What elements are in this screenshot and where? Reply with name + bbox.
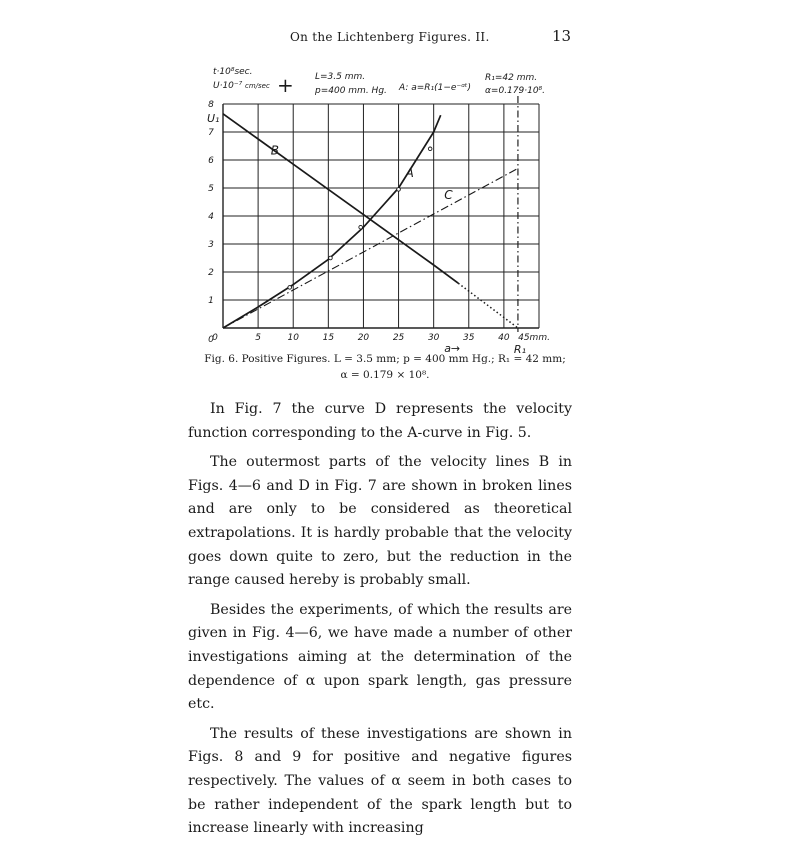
x-tick-label-35: 35 bbox=[463, 333, 475, 343]
label-t-scale: t·10⁸sec. bbox=[213, 67, 253, 77]
curve-label-A: A bbox=[405, 165, 414, 180]
series-A-point-4 bbox=[428, 147, 432, 151]
x-tick-label-5: 5 bbox=[255, 333, 261, 343]
label-alpha: α=0.179·10⁸. bbox=[485, 86, 546, 96]
running-head: On the Lichtenberg Figures. II. bbox=[290, 30, 490, 44]
body-text bbox=[188, 398, 572, 847]
page-number: 13 bbox=[552, 27, 572, 45]
y-tick-label-6: 6 bbox=[208, 156, 214, 166]
paragraph-1: In Fig. 7 the curve D represents the velocity function corresponding to the A-curve in Fig. 5. bbox=[188, 401, 572, 441]
curve-label-B: B bbox=[270, 143, 279, 158]
y-tick-label-2: 2 bbox=[208, 268, 214, 278]
y-tick-label-8: 8 bbox=[208, 100, 214, 110]
y-tick-label-4: 4 bbox=[208, 212, 214, 222]
paragraph-3: Besides the experiments, of which the results are given in Fig. 4—6, we have made a number of other investigations aiming at the determination of the dependence of α upon spark length, gas pressure etc. bbox=[188, 601, 572, 713]
label-p: p=400 mm. Hg. bbox=[315, 86, 387, 96]
series-A-point-3 bbox=[397, 188, 401, 192]
x-tick-label-40: 40 bbox=[498, 333, 510, 343]
figure-6 bbox=[195, 60, 575, 370]
y-tick-label-0: 0 bbox=[208, 335, 214, 345]
r1-label: R₁ bbox=[513, 343, 526, 356]
figure-caption bbox=[200, 351, 570, 383]
series-A-point-0 bbox=[288, 286, 292, 290]
plus-marker: + bbox=[277, 73, 294, 97]
x-axis-unit: 45mm. bbox=[518, 333, 550, 343]
y-tick-label-3: 3 bbox=[208, 240, 214, 250]
y-tick-label-1: 1 bbox=[208, 296, 214, 306]
x-tick-label-10: 10 bbox=[287, 333, 299, 343]
series-A-point-1 bbox=[329, 256, 333, 260]
series-A-point-2 bbox=[359, 225, 363, 229]
label-u-scale-unit: cm/sec bbox=[245, 82, 270, 90]
label-formula: A: a=R₁(1−e⁻ᵅᵗ) bbox=[399, 83, 472, 93]
x-tick-label-20: 20 bbox=[357, 333, 370, 343]
series-A-line-0 bbox=[223, 115, 441, 328]
y-axis-symbol: U₁ bbox=[207, 112, 220, 126]
curve-label-C: C bbox=[444, 188, 453, 203]
x-tick-label-0: 0 bbox=[212, 333, 218, 343]
series-C-line-3 bbox=[223, 165, 518, 328]
x-tick-label-25: 25 bbox=[392, 333, 405, 343]
series-B-line-2 bbox=[458, 283, 518, 328]
y-tick-label-7: 7 bbox=[208, 128, 214, 138]
label-R1: R₁=42 mm. bbox=[485, 73, 538, 83]
caption-line-1: Fig. 6. Positive Figures. L = 3.5 mm; p = 400 mm Hg.; R₁ = 42 mm; bbox=[204, 353, 566, 365]
paragraph-2: The outermost parts of the velocity lines B in Figs. 4—6 and D in Fig. 7 are shown in broken lines and are only to be considered as theoretical extrapolations. It is hardly probable that the velocity goes down quite to zero, but the reduction in the range caused hereby is probably small. bbox=[188, 454, 572, 589]
x-tick-label-15: 15 bbox=[322, 333, 335, 343]
chart bbox=[195, 60, 575, 370]
paragraph-4: The results of these investigations are shown in Figs. 8 and 9 for positive and negative figures respectively. The values of α seem in both cases to be rather independent of the spark length but to increase linearly with increasing bbox=[188, 725, 572, 837]
caption-line-2: α = 0.179 × 10⁸. bbox=[340, 369, 430, 381]
x-tick-label-30: 30 bbox=[427, 333, 440, 343]
y-tick-label-5: 5 bbox=[208, 184, 214, 194]
x-axis-symbol: a→ bbox=[444, 342, 461, 355]
label-L: L=3.5 mm. bbox=[315, 72, 366, 82]
label-u-scale: U·10⁻⁷ bbox=[213, 81, 243, 91]
